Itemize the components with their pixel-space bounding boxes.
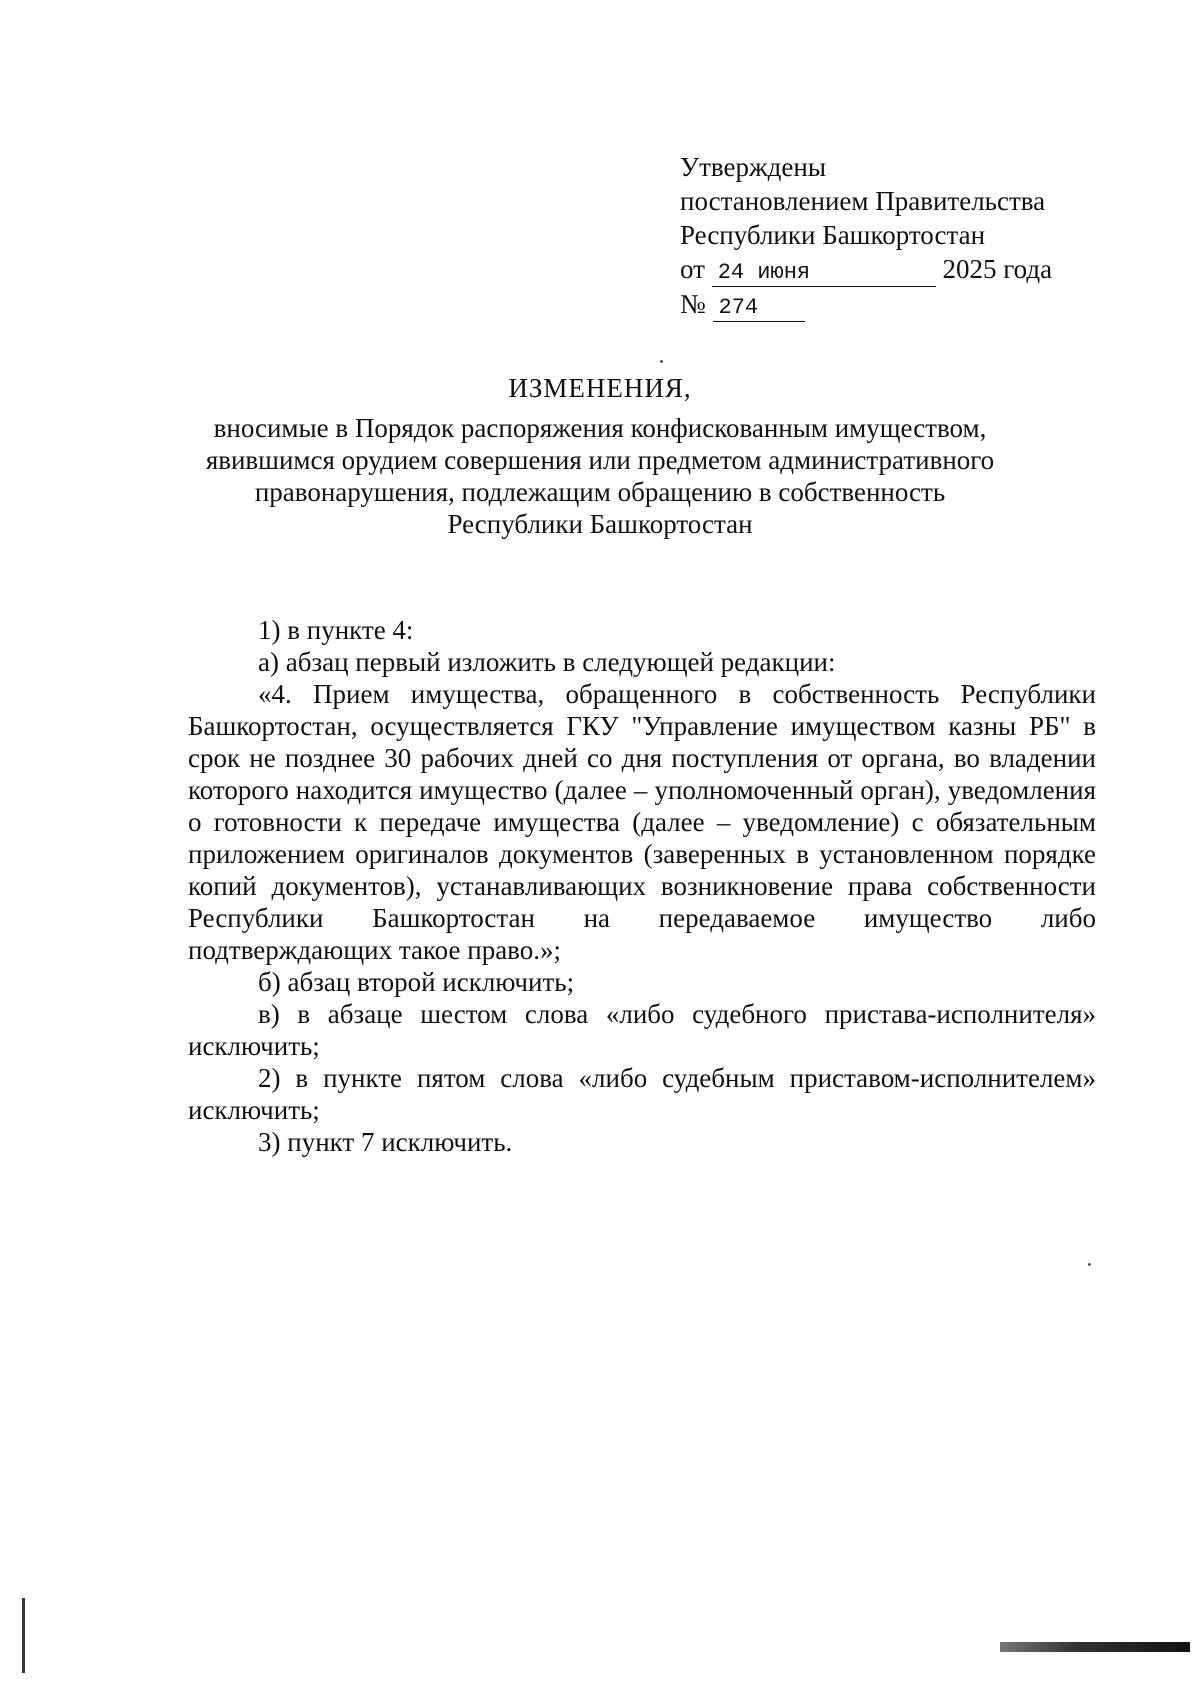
scan-edge-line <box>22 1598 25 1673</box>
paragraph-6: 2) в пункте пятом слова «либо судебным приставом-исполнителем» исключить; <box>188 1063 1096 1125</box>
title-line-4: Республики Башкортостан <box>447 509 753 539</box>
title-line-3: правонарушения, подлежащим обращению в собственность <box>254 477 946 507</box>
paragraph-5: в) в абзаце шестом слова «либо судебного пристава-исполнителя» исключить; <box>188 999 1096 1061</box>
paragraph-7: 3) пункт 7 исключить. <box>258 1127 513 1157</box>
title-line-1: вносимые в Порядок распоряжения конфискованным имуществом, <box>213 413 987 443</box>
date-prefix: от <box>680 254 705 284</box>
document-title <box>180 372 1020 540</box>
paragraph-2: а) абзац первый изложить в следующей редакции: <box>258 647 836 677</box>
number-prefix: № <box>680 289 706 319</box>
approval-line-1: Утверждены <box>680 152 826 182</box>
scan-speck <box>660 360 663 363</box>
scan-bottom-bar <box>1000 1642 1190 1652</box>
year-suffix: 2025 года <box>942 254 1053 284</box>
title-heading: ИЗМЕНЕНИЯ, <box>508 373 692 403</box>
approval-date-line <box>680 252 1100 287</box>
approval-line-2: постановлением Правительства <box>680 186 1046 216</box>
approval-line-3: Республики Башкортостан <box>680 220 986 250</box>
number-value: 274 <box>713 295 805 322</box>
paragraph-1: 1) в пункте 4: <box>258 615 414 645</box>
document-body <box>188 614 1096 1158</box>
approval-number-line <box>680 287 1100 322</box>
approval-stamp <box>680 150 1100 322</box>
date-value: 24 июня <box>712 260 936 287</box>
paragraph-4: б) абзац второй исключить; <box>258 967 575 997</box>
paragraph-3: «4. Прием имущества, обращенного в собственность Республики Башкортостан, осуществляется ГКУ "Управление имуществом казны РБ" в срок не позднее 30 рабочих дней со дня поступления от органа, во владении которого находится имущество (далее – уполномоченный орган), уведомления о готовности к передаче имущества (далее – уведомление) с обязательным приложением оригиналов документов (заверенных в установленном порядке копий документов), устанавливающих возникновение права собственности Республики Башкортостан на передаваемое имущество либо подтверждающих такое право.»; <box>188 679 1096 965</box>
title-line-2: явившимся орудием совершения или предметом административного <box>205 445 995 475</box>
scan-speck <box>1088 1263 1091 1266</box>
